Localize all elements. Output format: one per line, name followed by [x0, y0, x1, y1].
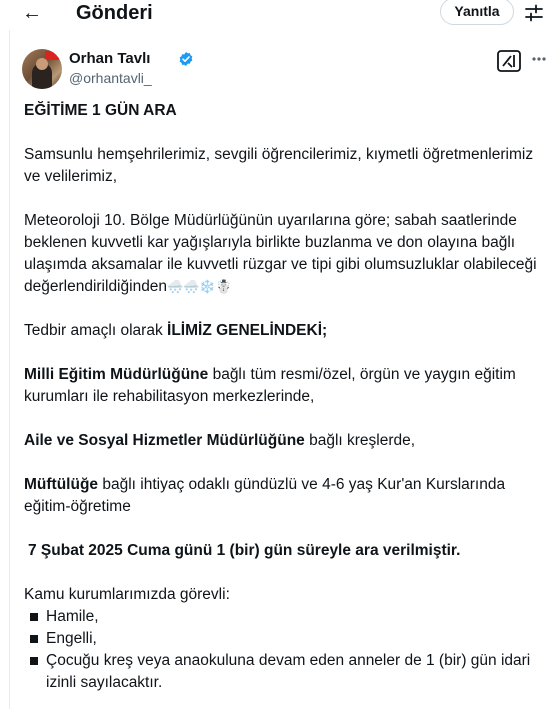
meb-rest: bağlı tüm resmi/özel, örgün ve yaygın eğitim kurumları ile rehabilitasyon merkezlerinde,: [24, 366, 516, 405]
flag-graphic: [45, 51, 59, 60]
family-rest: bağlı kreşlerde,: [304, 432, 416, 449]
list-item: [24, 606, 544, 628]
post-headline: EĞİTİME 1 GÜN ARA: [24, 102, 177, 119]
avatar[interactable]: [22, 49, 62, 89]
post-greeting: Samsunlu hemşehrilerimiz, sevgili öğrencilerimiz, kıymetli öğretmenlerimiz ve velilerimiz,: [24, 146, 534, 185]
author-name[interactable]: Orhan Tavlı: [69, 50, 151, 67]
mufti-rest: bağlı ihtiyaç odaklı gündüzlü ve 4-6 yaş Kur'an Kurslarında eğitim-öğretime: [24, 476, 506, 515]
more-options-icon[interactable]: [531, 52, 547, 66]
measure-lead: Tedbir amaçlı olarak: [24, 322, 168, 339]
author-handle[interactable]: @orhantavli_: [69, 70, 152, 86]
column-divider: [9, 30, 10, 709]
face-graphic: [36, 58, 48, 70]
weather-emojis: 🌨️🌨️❄️☃️: [167, 279, 232, 294]
grok-icon[interactable]: [497, 50, 521, 72]
top-bar: [0, 0, 555, 30]
measure-bold: İLİMİZ GENELİNDEKİ;: [167, 322, 328, 339]
list-item-text: Engelli,: [46, 630, 97, 647]
bullet-square-icon: [30, 613, 38, 621]
weather-text: Meteoroloji 10. Bölge Müdürlüğünün uyarılarına göre; sabah saatlerinde beklenen kuvvetli kar yağışlarıyla birlikte buzlanma ve don olayına bağlı ulaşımda aksamalar ile kuvvetli rüzgar ve tipi gibi olumsuzluklar olabileceği değerlendirildiğinden: [24, 212, 537, 295]
meb-bold: Milli Eğitim Müdürlüğüne: [24, 366, 209, 383]
sliders-icon[interactable]: [524, 4, 544, 22]
list-item: [24, 650, 544, 694]
verified-badge-icon: [178, 51, 194, 67]
page-title: Gönderi: [76, 2, 153, 24]
list-intro: Kamu kurumlarımızda görevli:: [24, 586, 230, 603]
post-text: [24, 100, 544, 694]
bullet-square-icon: [30, 635, 38, 643]
post-paragraph-mufti: [24, 474, 544, 518]
post-paragraph-family: [24, 430, 544, 452]
bullet-square-icon: [30, 657, 38, 665]
family-bold: Aile ve Sosyal Hizmetler Müdürlüğüne: [24, 432, 305, 449]
list-item: [24, 628, 544, 650]
back-arrow-icon[interactable]: ←: [22, 2, 42, 24]
post-announcement: 7 Şubat 2025 Cuma günü 1 (bir) gün süreyle ara verilmiştir.: [28, 542, 461, 559]
mufti-bold: Müftülüğe: [24, 476, 99, 493]
post-paragraph-weather: [24, 210, 544, 298]
list-item-text: Hamile,: [46, 608, 99, 625]
list-item-text: Çocuğu kreş veya anaokuluna devam eden anneler de 1 (bir) gün idari izinli sayılacaktır.: [46, 652, 531, 691]
reply-button[interactable]: Yanıtla: [440, 0, 514, 25]
post-paragraph-measure: [24, 320, 544, 342]
post-paragraph-meb: [24, 364, 544, 408]
